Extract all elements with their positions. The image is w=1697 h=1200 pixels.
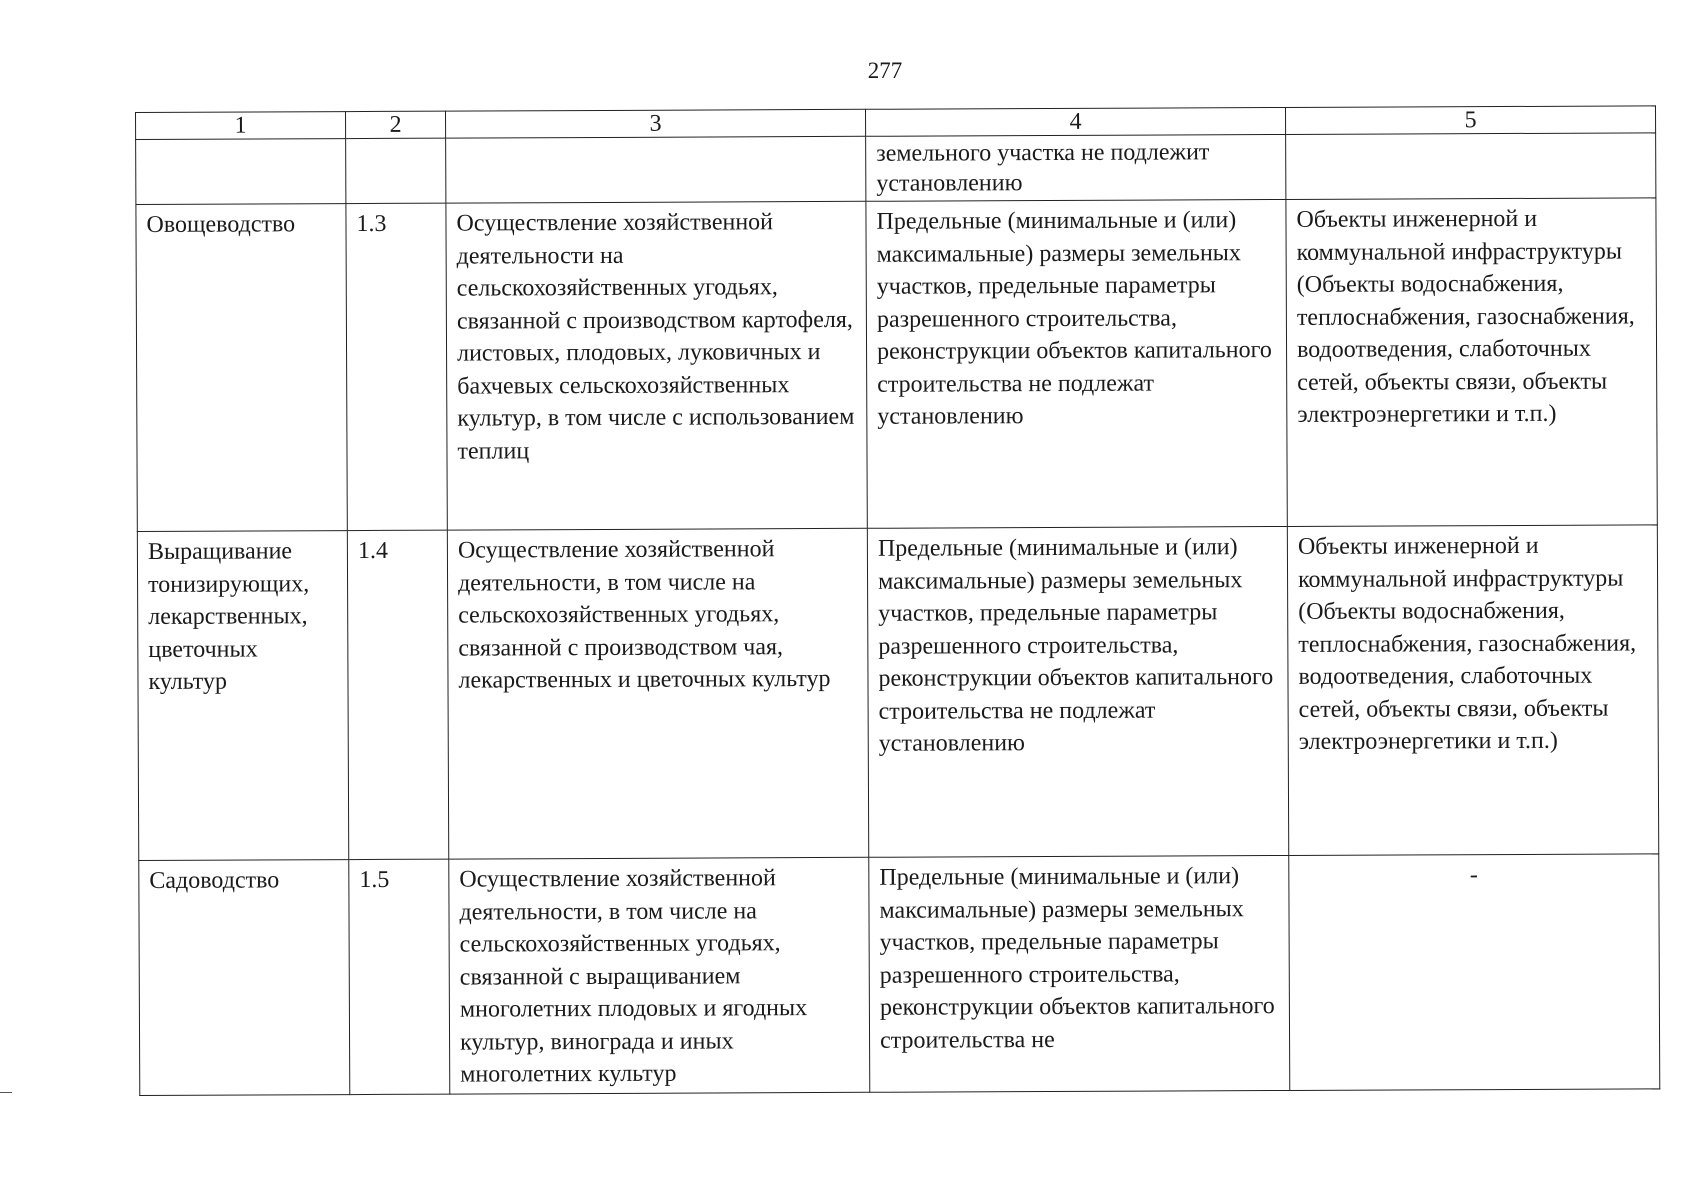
column-header-3: 3 — [445, 109, 865, 138]
table-row-vegetable-growing — [136, 198, 1657, 532]
cell-objects: Объекты инженерной и коммунальной инфраструктуры (Объекты водоснабжения, теплоснабжения, газоснабжения, водоотведения, слаботочных сетей, объекты связи, объекты электроэнергетики и т.п.) — [1286, 198, 1657, 527]
page-number: 277 — [867, 58, 903, 83]
cell-objects: - — [1289, 854, 1660, 1090]
cell-name: Садоводство — [139, 860, 350, 1095]
cell-code: 1.5 — [349, 859, 450, 1094]
cell-name: Овощеводство — [136, 204, 347, 532]
cell-code — [346, 138, 446, 203]
column-header-4: 4 — [865, 107, 1285, 136]
cell-parameters: земельного участка не подлежит установлению — [866, 134, 1286, 201]
column-header-2: 2 — [346, 111, 446, 138]
cell-parameters: Предельные (минимальные и (или) максимальные) размеры земельных участков, предельные параметры разрешенного строительства, реконструкции объектов капитального строительства не подлежат установлению — [867, 526, 1288, 857]
cell-objects: Объекты инженерной и коммунальной инфраструктуры (Объекты водоснабжения, теплоснабжения, газоснабжения, водоотведения, слаботочных сетей, объекты связи, объекты электроэнергетики и т.п.) — [1287, 525, 1658, 856]
table-row-tonic-crops — [137, 525, 1658, 861]
cell-parameters: Предельные (минимальные и (или) максимальные) размеры земельных участков, предельные параметры разрешенного строительства, реконструкции объектов капитального строительства не подлежат установлению — [866, 199, 1287, 528]
cell-description: Осуществление хозяйственной деятельности на сельскохозяйственных угодьях, связанной с производством картофеля, листовых, плодовых, луковичных и бахчевых сельскохозяйственных культур, в том числе с использованием теплиц — [446, 201, 867, 530]
cell-code: 1.3 — [346, 203, 447, 530]
cell-name: Выращивание тонизирующих, лекарственных, цветочных культур — [137, 531, 348, 861]
column-header-5: 5 — [1285, 106, 1655, 135]
margin-mark — [0, 1092, 12, 1093]
zoning-table — [135, 105, 1660, 1095]
cell-description: Осуществление хозяйственной деятельности, в том числе на сельскохозяйственных угодьях, связанной с выращиванием многолетних плодовых и ягодных культур, винограда и иных многолетних культур — [449, 857, 870, 1093]
cell-description: Осуществление хозяйственной деятельности, в том числе на сельскохозяйственных угодьях, связанной с производством чая, лекарственных и цветочных культур — [447, 528, 868, 859]
cell-description — [446, 136, 866, 203]
table-row-gardening — [139, 854, 1660, 1095]
column-header-1: 1 — [136, 112, 346, 140]
cell-parameters: Предельные (минимальные и (или) максимальные) размеры земельных участков, предельные параметры разрешенного строительства, реконструкции объектов капитального строительства не — [869, 855, 1290, 1091]
cell-name — [136, 139, 346, 205]
table-row-continuation — [136, 133, 1656, 205]
cell-code: 1.4 — [347, 530, 448, 859]
cell-objects — [1286, 133, 1656, 200]
